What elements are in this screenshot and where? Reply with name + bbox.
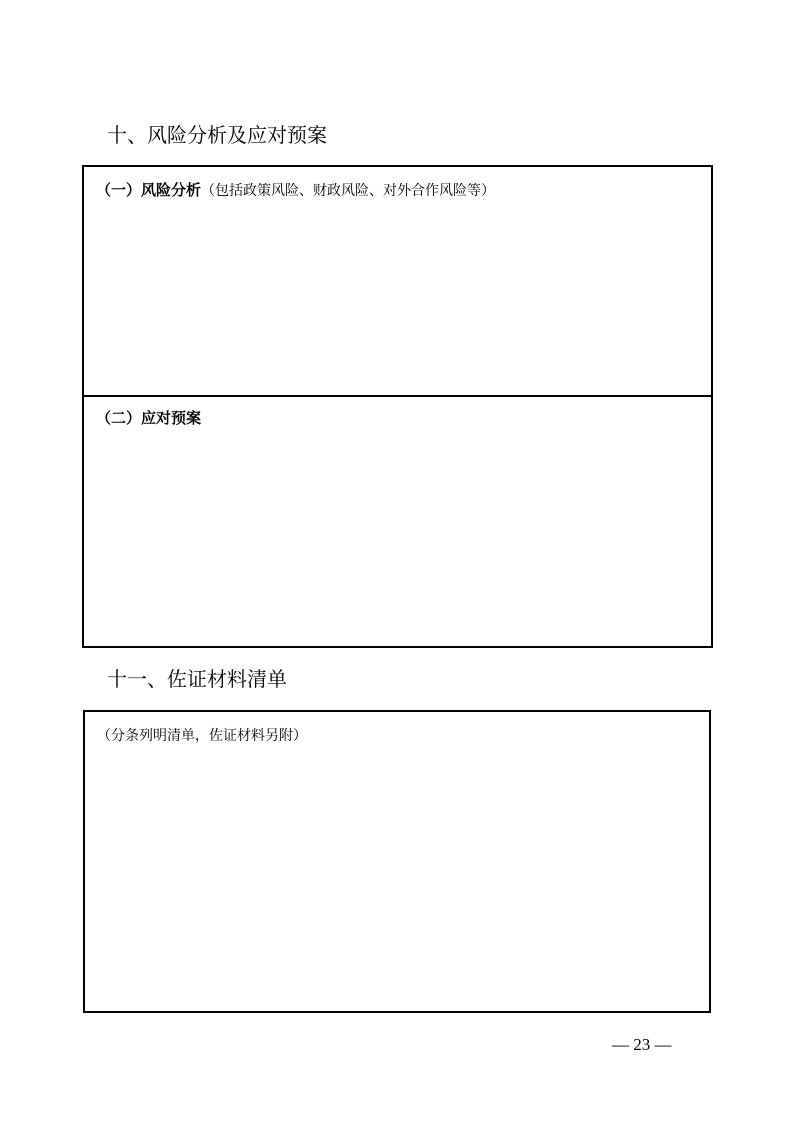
risk-analysis-cell[interactable]: [84, 167, 711, 397]
risk-analysis-label: （一）风险分析: [96, 181, 202, 199]
response-plan-cell[interactable]: [84, 397, 711, 646]
section-10-title: 十、风险分析及应对预案: [107, 123, 327, 147]
risk-table: [82, 165, 713, 648]
section-11-title: 十一、佐证材料清单: [107, 667, 287, 691]
evidence-list-note: （分条列明清单，佐证材料另附）: [97, 728, 307, 744]
evidence-list-box[interactable]: [83, 710, 711, 1013]
page-number: — 23 —: [612, 1035, 672, 1054]
response-plan-label: （二）应对预案: [96, 409, 202, 427]
risk-analysis-note: （包括政策风险、财政风险、对外合作风险等）: [201, 183, 496, 199]
